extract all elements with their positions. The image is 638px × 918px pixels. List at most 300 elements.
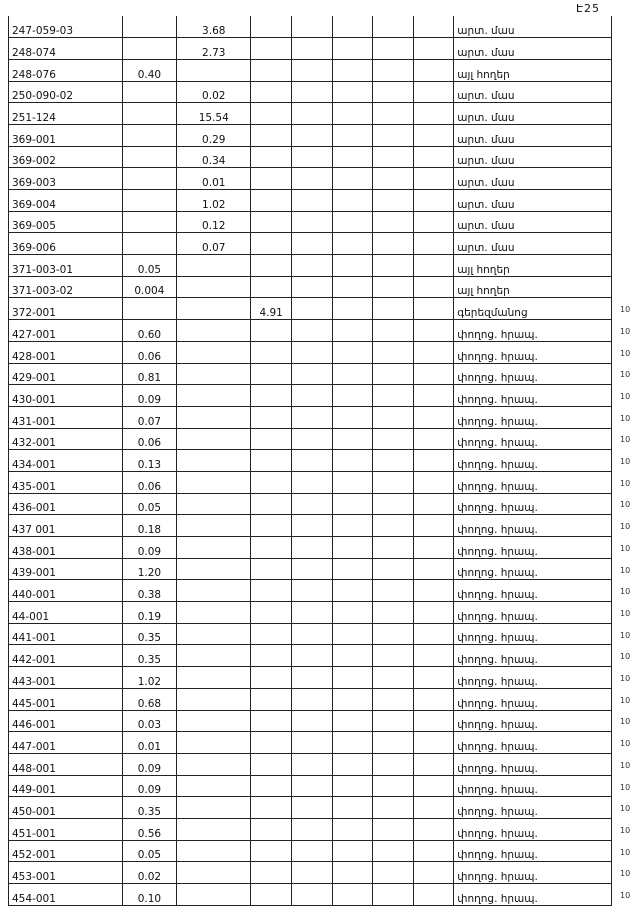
empty-cell bbox=[332, 753, 373, 775]
land-type-cell: փողոց. հրապ. bbox=[454, 884, 612, 906]
table-row bbox=[9, 146, 612, 168]
land-type-cell: արտ. մաս bbox=[454, 103, 612, 125]
area-b-cell bbox=[177, 515, 251, 537]
empty-cell bbox=[373, 840, 414, 862]
land-type-cell: արտ. մաս bbox=[454, 38, 612, 60]
empty-cell bbox=[332, 320, 373, 342]
area-a-cell: 0.03 bbox=[122, 710, 177, 732]
plot-code-cell: 437 001 bbox=[9, 515, 123, 537]
empty-cell bbox=[413, 363, 454, 385]
area-b-cell: 15.54 bbox=[177, 103, 251, 125]
empty-cell bbox=[373, 558, 414, 580]
empty-cell bbox=[373, 103, 414, 125]
empty-cell bbox=[332, 645, 373, 667]
area-b-cell bbox=[177, 602, 251, 624]
area-b-cell bbox=[177, 255, 251, 277]
area-a-cell: 1.02 bbox=[122, 667, 177, 689]
plot-code-cell: 447-001 bbox=[9, 732, 123, 754]
land-type-cell: այլ հողեր bbox=[454, 59, 612, 81]
area-b-cell: 0.02 bbox=[177, 81, 251, 103]
area-c-cell bbox=[251, 211, 292, 233]
area-b-cell bbox=[177, 537, 251, 559]
land-type-cell: փողոց. հրապ. bbox=[454, 862, 612, 884]
land-type-cell: փողոց. հրապ. bbox=[454, 710, 612, 732]
land-type-cell: փողոց. հրապ. bbox=[454, 515, 612, 537]
plot-code-cell: 248-074 bbox=[9, 38, 123, 60]
area-a-cell: 0.19 bbox=[122, 602, 177, 624]
area-c-cell bbox=[251, 602, 292, 624]
empty-cell bbox=[291, 537, 332, 559]
area-a-cell: 0.07 bbox=[122, 406, 177, 428]
table-row bbox=[9, 255, 612, 277]
empty-cell bbox=[413, 797, 454, 819]
table-row bbox=[9, 81, 612, 103]
area-c-cell bbox=[251, 797, 292, 819]
area-a-cell: 0.56 bbox=[122, 818, 177, 840]
empty-cell bbox=[373, 623, 414, 645]
land-type-cell: արտ. մաս bbox=[454, 190, 612, 212]
area-c-cell bbox=[251, 276, 292, 298]
area-a-cell bbox=[122, 103, 177, 125]
margin-mark: 10 bbox=[620, 760, 631, 770]
area-b-cell bbox=[177, 688, 251, 710]
table-row bbox=[9, 775, 612, 797]
area-b-cell bbox=[177, 775, 251, 797]
plot-code-cell: 446-001 bbox=[9, 710, 123, 732]
table-row bbox=[9, 471, 612, 493]
area-c-cell bbox=[251, 341, 292, 363]
table-row bbox=[9, 124, 612, 146]
empty-cell bbox=[291, 385, 332, 407]
area-b-cell: 0.01 bbox=[177, 168, 251, 190]
land-type-cell: փողոց. հրապ. bbox=[454, 753, 612, 775]
area-b-cell bbox=[177, 623, 251, 645]
land-type-cell: այլ հողեր bbox=[454, 255, 612, 277]
area-b-cell bbox=[177, 341, 251, 363]
table-body bbox=[9, 16, 612, 905]
area-c-cell bbox=[251, 81, 292, 103]
empty-cell bbox=[413, 103, 454, 125]
table-row bbox=[9, 558, 612, 580]
empty-cell bbox=[413, 255, 454, 277]
margin-mark: 10 bbox=[620, 370, 631, 380]
area-c-cell bbox=[251, 688, 292, 710]
margin-mark: 10 bbox=[620, 630, 631, 640]
plot-code-cell: 440-001 bbox=[9, 580, 123, 602]
empty-cell bbox=[413, 558, 454, 580]
empty-cell bbox=[413, 168, 454, 190]
area-b-cell bbox=[177, 385, 251, 407]
plot-code-cell: 439-001 bbox=[9, 558, 123, 580]
margin-mark: 10 bbox=[620, 847, 631, 857]
area-a-cell: 0.05 bbox=[122, 493, 177, 515]
empty-cell bbox=[373, 298, 414, 320]
empty-cell bbox=[332, 862, 373, 884]
margin-mark: 10 bbox=[620, 869, 631, 879]
empty-cell bbox=[332, 775, 373, 797]
table-row bbox=[9, 385, 612, 407]
empty-cell bbox=[413, 341, 454, 363]
plot-code-cell: 448-001 bbox=[9, 753, 123, 775]
area-a-cell: 0.18 bbox=[122, 515, 177, 537]
empty-cell bbox=[413, 840, 454, 862]
area-b-cell: 2.73 bbox=[177, 38, 251, 60]
empty-cell bbox=[332, 688, 373, 710]
area-c-cell bbox=[251, 667, 292, 689]
margin-annotations bbox=[618, 0, 638, 918]
table-row bbox=[9, 233, 612, 255]
table-row bbox=[9, 537, 612, 559]
area-b-cell bbox=[177, 884, 251, 906]
land-type-cell: փողոց. հրապ. bbox=[454, 840, 612, 862]
empty-cell bbox=[373, 406, 414, 428]
empty-cell bbox=[413, 450, 454, 472]
area-a-cell bbox=[122, 38, 177, 60]
margin-mark: 10 bbox=[620, 413, 631, 423]
empty-cell bbox=[291, 190, 332, 212]
plot-code-cell: 443-001 bbox=[9, 667, 123, 689]
area-c-cell bbox=[251, 515, 292, 537]
empty-cell bbox=[413, 320, 454, 342]
plot-code-cell: 371-003-01 bbox=[9, 255, 123, 277]
empty-cell bbox=[373, 385, 414, 407]
land-type-cell: փողոց. հրապ. bbox=[454, 363, 612, 385]
plot-code-cell: 441-001 bbox=[9, 623, 123, 645]
land-type-cell: փողոց. հրապ. bbox=[454, 580, 612, 602]
table-row bbox=[9, 320, 612, 342]
area-b-cell bbox=[177, 753, 251, 775]
empty-cell bbox=[291, 645, 332, 667]
margin-mark: 10 bbox=[620, 587, 631, 597]
empty-cell bbox=[332, 450, 373, 472]
plot-code-cell: 430-001 bbox=[9, 385, 123, 407]
table-row bbox=[9, 450, 612, 472]
empty-cell bbox=[413, 190, 454, 212]
empty-cell bbox=[413, 537, 454, 559]
plot-code-cell: 429-001 bbox=[9, 363, 123, 385]
area-c-cell bbox=[251, 471, 292, 493]
plot-code-cell: 369-006 bbox=[9, 233, 123, 255]
margin-mark: 10 bbox=[620, 782, 631, 792]
area-a-cell bbox=[122, 124, 177, 146]
land-type-cell: փողոց. հրապ. bbox=[454, 623, 612, 645]
empty-cell bbox=[413, 645, 454, 667]
land-type-cell: փողոց. հրապ. bbox=[454, 667, 612, 689]
empty-cell bbox=[291, 255, 332, 277]
margin-mark: 10 bbox=[620, 565, 631, 575]
area-c-cell bbox=[251, 580, 292, 602]
area-c-cell: 4.91 bbox=[251, 298, 292, 320]
area-a-cell: 0.05 bbox=[122, 255, 177, 277]
empty-cell bbox=[291, 103, 332, 125]
area-c-cell bbox=[251, 146, 292, 168]
empty-cell bbox=[332, 59, 373, 81]
empty-cell bbox=[332, 341, 373, 363]
empty-cell bbox=[373, 862, 414, 884]
table-row bbox=[9, 602, 612, 624]
plot-code-cell: 369-003 bbox=[9, 168, 123, 190]
area-c-cell bbox=[251, 124, 292, 146]
empty-cell bbox=[291, 363, 332, 385]
area-a-cell bbox=[122, 81, 177, 103]
empty-cell bbox=[332, 602, 373, 624]
area-c-cell bbox=[251, 623, 292, 645]
empty-cell bbox=[373, 645, 414, 667]
area-b-cell bbox=[177, 818, 251, 840]
margin-mark: 10 bbox=[620, 457, 631, 466]
empty-cell bbox=[332, 211, 373, 233]
area-b-cell bbox=[177, 471, 251, 493]
empty-cell bbox=[413, 623, 454, 645]
empty-cell bbox=[373, 124, 414, 146]
area-a-cell: 0.02 bbox=[122, 862, 177, 884]
area-c-cell bbox=[251, 493, 292, 515]
empty-cell bbox=[332, 363, 373, 385]
area-b-cell bbox=[177, 710, 251, 732]
area-a-cell: 1.20 bbox=[122, 558, 177, 580]
margin-mark: 10 bbox=[620, 522, 631, 532]
area-c-cell bbox=[251, 385, 292, 407]
margin-mark: 10 bbox=[620, 500, 631, 510]
empty-cell bbox=[413, 406, 454, 428]
area-a-cell: 0.60 bbox=[122, 320, 177, 342]
area-c-cell bbox=[251, 450, 292, 472]
empty-cell bbox=[291, 276, 332, 298]
empty-cell bbox=[332, 667, 373, 689]
empty-cell bbox=[291, 884, 332, 906]
area-a-cell: 0.06 bbox=[122, 341, 177, 363]
plot-code-cell: 452-001 bbox=[9, 840, 123, 862]
plot-code-cell: 44-001 bbox=[9, 602, 123, 624]
plot-code-cell: 436-001 bbox=[9, 493, 123, 515]
plot-code-cell: 450-001 bbox=[9, 797, 123, 819]
empty-cell bbox=[413, 38, 454, 60]
area-c-cell bbox=[251, 840, 292, 862]
empty-cell bbox=[413, 580, 454, 602]
plot-code-cell: 247-059-03 bbox=[9, 16, 123, 38]
empty-cell bbox=[332, 16, 373, 38]
land-type-cell: այլ հողեր bbox=[454, 276, 612, 298]
margin-mark: 10 bbox=[620, 674, 631, 683]
area-b-cell: 0.07 bbox=[177, 233, 251, 255]
empty-cell bbox=[413, 428, 454, 450]
area-b-cell bbox=[177, 59, 251, 81]
empty-cell bbox=[413, 775, 454, 797]
plot-code-cell: 428-001 bbox=[9, 341, 123, 363]
area-a-cell: 0.06 bbox=[122, 428, 177, 450]
table-row bbox=[9, 341, 612, 363]
area-a-cell bbox=[122, 146, 177, 168]
empty-cell bbox=[413, 81, 454, 103]
empty-cell bbox=[291, 428, 332, 450]
table-row bbox=[9, 667, 612, 689]
land-type-cell: արտ. մաս bbox=[454, 81, 612, 103]
area-a-cell: 0.09 bbox=[122, 775, 177, 797]
table-row bbox=[9, 190, 612, 212]
empty-cell bbox=[413, 862, 454, 884]
empty-cell bbox=[413, 59, 454, 81]
empty-cell bbox=[291, 840, 332, 862]
table-row bbox=[9, 753, 612, 775]
empty-cell bbox=[291, 515, 332, 537]
empty-cell bbox=[373, 38, 414, 60]
empty-cell bbox=[291, 688, 332, 710]
area-a-cell: 0.68 bbox=[122, 688, 177, 710]
table-row bbox=[9, 211, 612, 233]
area-a-cell: 0.01 bbox=[122, 732, 177, 754]
empty-cell bbox=[291, 580, 332, 602]
empty-cell bbox=[332, 233, 373, 255]
empty-cell bbox=[291, 81, 332, 103]
empty-cell bbox=[413, 732, 454, 754]
empty-cell bbox=[373, 450, 414, 472]
empty-cell bbox=[413, 753, 454, 775]
margin-mark: 10 bbox=[620, 326, 631, 336]
area-b-cell bbox=[177, 797, 251, 819]
plot-code-cell: 435-001 bbox=[9, 471, 123, 493]
area-a-cell: 0.004 bbox=[122, 276, 177, 298]
empty-cell bbox=[373, 255, 414, 277]
empty-cell bbox=[332, 406, 373, 428]
empty-cell bbox=[373, 190, 414, 212]
land-type-cell: փողոց. հրապ. bbox=[454, 558, 612, 580]
area-c-cell bbox=[251, 818, 292, 840]
empty-cell bbox=[332, 537, 373, 559]
empty-cell bbox=[332, 146, 373, 168]
area-c-cell bbox=[251, 428, 292, 450]
empty-cell bbox=[332, 81, 373, 103]
area-a-cell: 0.13 bbox=[122, 450, 177, 472]
area-b-cell: 0.34 bbox=[177, 146, 251, 168]
empty-cell bbox=[291, 168, 332, 190]
empty-cell bbox=[373, 688, 414, 710]
empty-cell bbox=[373, 775, 414, 797]
land-type-cell: փողոց. հրապ. bbox=[454, 493, 612, 515]
plot-code-cell: 369-004 bbox=[9, 190, 123, 212]
empty-cell bbox=[332, 124, 373, 146]
table-row bbox=[9, 428, 612, 450]
table-row bbox=[9, 840, 612, 862]
empty-cell bbox=[373, 168, 414, 190]
empty-cell bbox=[291, 406, 332, 428]
area-a-cell: 0.35 bbox=[122, 623, 177, 645]
empty-cell bbox=[332, 623, 373, 645]
area-b-cell bbox=[177, 732, 251, 754]
margin-mark: 10 bbox=[620, 825, 631, 835]
margin-mark: 10 bbox=[620, 804, 631, 814]
area-c-cell bbox=[251, 732, 292, 754]
land-type-cell: փողոց. հրապ. bbox=[454, 320, 612, 342]
land-type-cell: արտ. մաս bbox=[454, 233, 612, 255]
area-b-cell bbox=[177, 450, 251, 472]
area-c-cell bbox=[251, 190, 292, 212]
empty-cell bbox=[332, 732, 373, 754]
area-c-cell bbox=[251, 775, 292, 797]
empty-cell bbox=[373, 580, 414, 602]
empty-cell bbox=[373, 428, 414, 450]
area-b-cell bbox=[177, 493, 251, 515]
plot-code-cell: 449-001 bbox=[9, 775, 123, 797]
area-a-cell bbox=[122, 16, 177, 38]
margin-mark: 10 bbox=[620, 717, 631, 727]
area-a-cell: 0.40 bbox=[122, 59, 177, 81]
area-a-cell: 0.09 bbox=[122, 753, 177, 775]
empty-cell bbox=[291, 797, 332, 819]
margin-mark: 10 bbox=[620, 652, 631, 662]
land-type-cell: փողոց. հրապ. bbox=[454, 688, 612, 710]
empty-cell bbox=[332, 190, 373, 212]
empty-cell bbox=[373, 320, 414, 342]
empty-cell bbox=[413, 211, 454, 233]
empty-cell bbox=[332, 818, 373, 840]
land-type-cell: փողոց. հրապ. bbox=[454, 797, 612, 819]
empty-cell bbox=[291, 124, 332, 146]
margin-mark: 10 bbox=[620, 543, 631, 553]
empty-cell bbox=[332, 580, 373, 602]
area-c-cell bbox=[251, 103, 292, 125]
empty-cell bbox=[291, 602, 332, 624]
area-a-cell: 0.10 bbox=[122, 884, 177, 906]
table-row bbox=[9, 818, 612, 840]
area-b-cell bbox=[177, 840, 251, 862]
area-b-cell bbox=[177, 645, 251, 667]
area-c-cell bbox=[251, 558, 292, 580]
area-a-cell: 0.05 bbox=[122, 840, 177, 862]
empty-cell bbox=[332, 298, 373, 320]
empty-cell bbox=[373, 276, 414, 298]
plot-code-cell: 454-001 bbox=[9, 884, 123, 906]
empty-cell bbox=[373, 732, 414, 754]
area-a-cell: 0.35 bbox=[122, 645, 177, 667]
empty-cell bbox=[332, 168, 373, 190]
empty-cell bbox=[413, 493, 454, 515]
empty-cell bbox=[291, 450, 332, 472]
table-row bbox=[9, 710, 612, 732]
empty-cell bbox=[332, 255, 373, 277]
land-type-cell: փողոց. հրապ. bbox=[454, 732, 612, 754]
empty-cell bbox=[373, 211, 414, 233]
empty-cell bbox=[291, 341, 332, 363]
empty-cell bbox=[373, 797, 414, 819]
land-plot-table bbox=[8, 16, 612, 906]
empty-cell bbox=[413, 884, 454, 906]
empty-cell bbox=[291, 146, 332, 168]
area-b-cell bbox=[177, 298, 251, 320]
empty-cell bbox=[413, 688, 454, 710]
area-a-cell: 0.06 bbox=[122, 471, 177, 493]
empty-cell bbox=[291, 16, 332, 38]
table-row bbox=[9, 645, 612, 667]
area-c-cell bbox=[251, 320, 292, 342]
empty-cell bbox=[413, 16, 454, 38]
plot-code-cell: 248-076 bbox=[9, 59, 123, 81]
plot-code-cell: 445-001 bbox=[9, 688, 123, 710]
area-c-cell bbox=[251, 168, 292, 190]
plot-code-cell: 250-090-02 bbox=[9, 81, 123, 103]
empty-cell bbox=[291, 818, 332, 840]
area-c-cell bbox=[251, 406, 292, 428]
area-b-cell bbox=[177, 276, 251, 298]
empty-cell bbox=[332, 385, 373, 407]
empty-cell bbox=[373, 753, 414, 775]
area-c-cell bbox=[251, 233, 292, 255]
area-c-cell bbox=[251, 59, 292, 81]
land-type-cell: արտ. մաս bbox=[454, 168, 612, 190]
margin-mark: 10 bbox=[620, 608, 631, 618]
empty-cell bbox=[291, 753, 332, 775]
area-b-cell: 0.29 bbox=[177, 124, 251, 146]
area-b-cell bbox=[177, 580, 251, 602]
